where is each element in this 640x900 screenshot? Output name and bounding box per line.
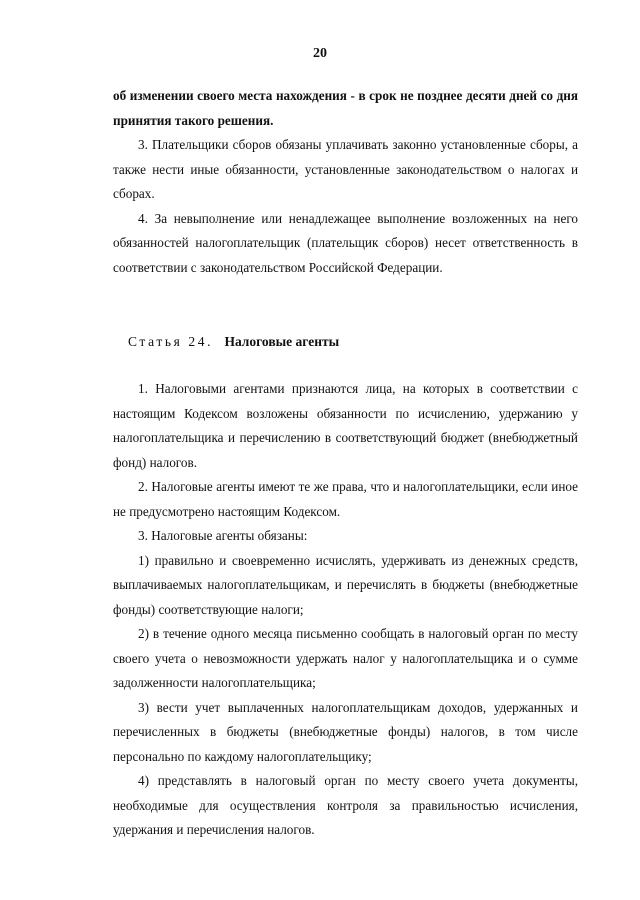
- article-subitem-2: 2) в течение одного месяца письменно сообщать в налоговый орган по месту своего учета о невозможности удержать налог у налогоплательщика и о сумме задолженности налогоплательщика;: [113, 626, 578, 690]
- article-subitem-1: 1) правильно и своевременно исчислять, удерживать из денежных средств, выплачиваемых налогоплательщикам, и перечислять в бюджеты (внебюджетные фонды) соответствующие налоги;: [113, 552, 578, 617]
- article-body: [113, 377, 578, 843]
- paragraph-item-3: 3. Плательщики сборов обязаны уплачивать законно установленные сборы, а также нести иные обязанности, установленные законодательством о налогах и сборах.: [113, 137, 578, 201]
- section-top: [113, 84, 578, 280]
- article-subitem-3: 3) вести учет выплаченных налогоплательщикам доходов, удержанных и перечисленных в бюджеты (внебюджетные фонды) налогов, в том числе персонально по каждому налогоплательщику;: [113, 699, 578, 764]
- article-paragraph-3: 3. Налоговые агенты обязаны:: [138, 528, 308, 543]
- article-heading: [128, 332, 339, 352]
- article-paragraph-2: 2. Налоговые агенты имеют те же права, что и налогоплательщики, если иное не предусмотрено настоящим Кодексом.: [113, 479, 578, 519]
- article-subitem-4: 4) представлять в налоговый орган по месту своего учета документы, необходимые для осуществления контроля за правильностью исчисления, удержания и перечисления налогов.: [113, 773, 578, 837]
- article-paragraph-1: 1. Налоговыми агентами признаются лица, на которых в соответствии с настоящим Кодексом возложены обязанности по исчислению, удержанию у налогоплательщика и перечислению в соответствующий бюджет (внебюджетный фонд) налогов.: [113, 381, 578, 470]
- article-number: Статья 24.: [128, 334, 214, 349]
- paragraph-continuation: об изменении своего места нахождения - в срок не позднее десяти дней со дня принятия такого решения.: [113, 88, 578, 128]
- paragraph-item-4: 4. За невыполнение или ненадлежащее выполнение возложенных на него обязанностей налогоплательщик (плательщик сборов) несет ответственность в соответствии с законодательством Российской Федерации.: [113, 210, 578, 275]
- article-title: Налоговые агенты: [224, 334, 340, 349]
- page-number: 20: [313, 46, 327, 61]
